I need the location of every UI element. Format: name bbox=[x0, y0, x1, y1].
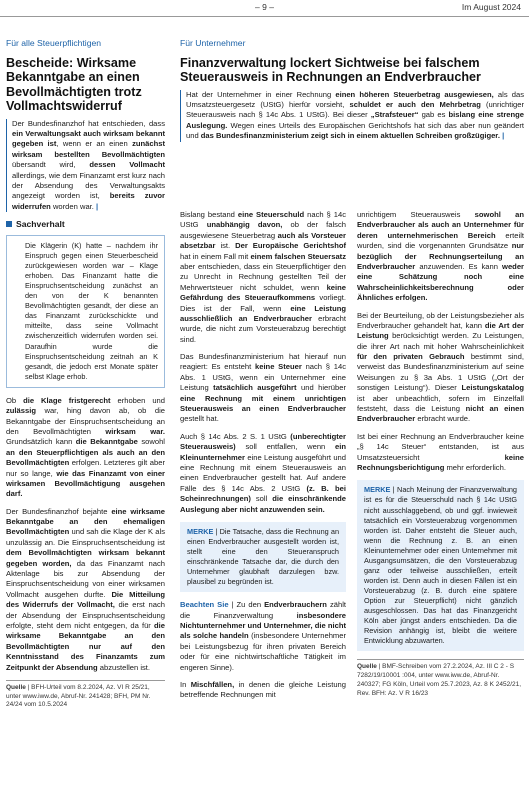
text: In bbox=[180, 680, 191, 690]
merke-text: | Nach Meinung der Finanzverwaltung ist es für die Steuerschuld nach § 14c UStG nicht ausschlaggebend, ob und ggf. inwieweit tatsächlich ein Vorsteuerabzug vorgenommen worden ist. Daher entsteht die Steuer auch, wenn die Rechnung z. B. an einen Kleinunternehmer oder einen Unternehmer mit Ausgangsumsätzen, die den Vorsteuerabzug ganz oder teilweise ausschließen, erteilt worden ist. Denn auch in diesen Fällen ist ein Vorsteuerabzug (z. B. durch eine spätere Option zur Steuerpflicht) nicht gänzlich ausgeschlossen. Das hat das Finanzgericht Köln aber jüngst anders entschieden. Da die Revision anhängig ist, bleibt die weitere Entwicklung abzuwarten. bbox=[364, 485, 517, 646]
text: erteilt wurden, sind die vorgenannten Grundsätze bbox=[357, 230, 524, 251]
text: Auch § 14c Abs. 2 S. 1 UStG bbox=[180, 431, 291, 441]
text: erhoben und bbox=[110, 395, 165, 405]
right-column-1 bbox=[180, 210, 346, 708]
text: nach § 14c Abs. 1 UStG, wenn ein Unternehmer eine Leistung bbox=[180, 362, 346, 393]
left-article bbox=[6, 38, 165, 710]
text: keine Steuer bbox=[255, 362, 302, 372]
left-paragraph-2 bbox=[6, 396, 165, 500]
text: insbesondere Nichtunternehmer und Unternehmer, die nicht als solche handeln bbox=[180, 610, 346, 641]
text: Der Europäische Gerichtshof bbox=[235, 241, 346, 251]
text: aber entschieden, dass ein Steuerpflichtiger den zu Unrecht in Rechnung gestellten Teil der Mehrwertsteuer nicht schuldet, wenn bbox=[180, 261, 346, 292]
source-text: | BMF-Schreiben vom 27.2.2024, Az. III C 2 - S 7282/19/10001 :004, unter www.iww.de, Abruf-Nr. 240327; FG Köln, Urteil vom 25.7.2023, Az. 8 K 2452/21, Rev. BFH: Az. V R 16/23 bbox=[357, 663, 522, 697]
text: unabhängig davon, bbox=[206, 220, 283, 230]
text: erfolgen. Letzteres gilt aber nur so lange, bbox=[6, 458, 165, 478]
paragraph bbox=[357, 432, 524, 474]
text: soll entfallen, wenn bbox=[235, 442, 336, 452]
text: | Zu den bbox=[228, 600, 265, 610]
header-rule bbox=[0, 16, 529, 17]
text: Bei der Beurteilung, ob der Leistungsbezieher als Endverbraucher gehandelt hat, kann bbox=[357, 310, 524, 330]
text: sowohl bbox=[137, 437, 165, 447]
paragraph bbox=[357, 210, 524, 304]
text: (unrichtiger Steuerausweis nach § 14c Abs. 1 UStG). Bei dieser bbox=[186, 100, 524, 120]
text: Ist bei einer Rechnung an Endverbraucher keine „§ 14c Steuer“ entstanden, ist aus Umsatzsteuersicht bbox=[357, 431, 524, 462]
text: erbracht wurde. bbox=[415, 414, 471, 424]
text: Endverbrauchern bbox=[264, 600, 327, 610]
text: berücksichtigt werden. Zu Leistungen, die ihrer Art nach mit hoher Wahrscheinlichkeit bbox=[357, 331, 524, 351]
text: übersandt wird, bbox=[12, 160, 90, 170]
text: soll bbox=[250, 494, 273, 504]
text: Grundsätzlich kann bbox=[6, 437, 76, 447]
left-paragraph-3 bbox=[6, 507, 165, 673]
text: hat in einem Fall mit bbox=[180, 251, 251, 261]
text: ist. bbox=[215, 241, 236, 251]
merke-label: MERKE bbox=[364, 485, 391, 495]
text: nicht an einen Endverbraucher bbox=[357, 404, 524, 424]
text: als das Umsatzsteuergesetz (UStG) hierfür vorsieht, bbox=[186, 89, 525, 110]
text: wirksam war. bbox=[105, 426, 166, 436]
left-lead bbox=[6, 119, 165, 213]
text: Hat der Unternehmer in einer Rechnung bbox=[186, 89, 336, 99]
paragraph bbox=[180, 352, 346, 425]
text: ob der falsch ausgewiesene Steuerbetrag bbox=[180, 220, 346, 240]
text: bislang eine strenge Auslegung. bbox=[186, 110, 524, 130]
text: und hierüber bbox=[296, 383, 346, 393]
paragraph bbox=[180, 600, 346, 673]
text: ein Verwaltungsakt auch wirksam bekannt gegeben ist bbox=[12, 129, 165, 149]
text: zunächst wirksam bestellten Bevollmächtigten bbox=[12, 139, 166, 159]
text: Das Bundesfinanzministerium hat hierauf nun reagiert: Es entsteht bbox=[180, 352, 346, 372]
text: Ob bbox=[6, 395, 24, 405]
text: bestimmt sind, verweist das Bundesfinanzministerium auf seine Weisungen zu § 3a Abs. 1 UStG („Ort der sonstigen Leistung“). Dieser bbox=[357, 352, 524, 393]
left-rubric: Für alle Steuerpflichtigen bbox=[6, 38, 102, 48]
text: gab es bbox=[418, 110, 449, 120]
paragraph bbox=[180, 210, 346, 345]
text: dem Bevollmächtigten wirksam bekannt gegeben worden, bbox=[6, 548, 165, 568]
page-number: – 9 – bbox=[255, 2, 274, 12]
text: Wegen eines Urteils des Europäischen Gerichtshofs hat sich das aber nun geändert und bbox=[186, 120, 524, 141]
text: „Strafsteuer“ bbox=[370, 110, 419, 120]
text: mehr erforderlich. bbox=[444, 462, 506, 472]
text: die einschränkende Auslegung aber nicht anzuwenden sein. bbox=[180, 494, 346, 514]
text: tatsächlich ausgeführt bbox=[213, 383, 297, 393]
text: unrichtigem Steuerausweis bbox=[357, 210, 475, 219]
page-header bbox=[0, 0, 529, 17]
merke-box bbox=[180, 522, 346, 592]
merke-label: MERKE bbox=[187, 526, 214, 536]
right-column-2 bbox=[357, 210, 524, 698]
text: schuldet er auch den Mehrbetrag bbox=[349, 100, 481, 110]
text: abzustellen ist. bbox=[97, 662, 151, 672]
text: ist aber unbeachtlich, sofern im Einzelfall feststeht, dass die Leistung bbox=[357, 393, 524, 414]
text: die erst nach der Absendung der Einspruchsentscheidung erfolgte, steht dem nicht entgegen, da für bbox=[6, 600, 165, 630]
text: da das Finanzamt nach Aktenlage bis zur Absendung der Einspruchsentscheidung von einer wirksamen Vollmacht ausgehen durfte. bbox=[6, 558, 165, 599]
lead-end-mark: | bbox=[502, 131, 505, 141]
text: keine Gefährdung des Steueraufkommens bbox=[180, 282, 346, 303]
text: auch als Vorsteuer absetzbar bbox=[180, 230, 346, 251]
text: zählt die Finanzverwaltung bbox=[180, 600, 346, 620]
text: einem falschen Steuersatz bbox=[250, 251, 346, 261]
text: zulässig bbox=[6, 406, 36, 416]
text: Sachverhalt bbox=[16, 219, 65, 230]
text: gestellt hat. bbox=[180, 414, 219, 424]
text: nach § 14c UStG bbox=[180, 210, 346, 230]
text: (z. B. bei Scheinrechnungen) bbox=[180, 483, 346, 504]
hint-label: Beachten Sie bbox=[180, 600, 229, 610]
right-lead bbox=[180, 90, 524, 142]
text: worden war. bbox=[50, 201, 94, 211]
merke-text: | Die Tatsache, dass die Rechnung an einen Endverbraucher ausgestellt worden ist, stellt eine den Steueranspruch einschränkende Tatsache dar, die durch den Unternehmer glaubhaft darzulegen bzw. plausibel zu begründen ist. bbox=[187, 526, 339, 587]
text: eine Rechnung mit einem unrichtigen Steuerausweis an einen Endverbraucher bbox=[180, 393, 346, 414]
text: war, hing davon ab, ob die Bekanntgabe der Einspruchsentscheidung an den Bevollmächtigten bbox=[6, 406, 165, 436]
text: eine Steuerschuld bbox=[237, 210, 305, 219]
text: Mischfällen, bbox=[190, 680, 235, 690]
text: (unberechtigter Steuerausweis) bbox=[180, 431, 346, 452]
right-article-head bbox=[180, 38, 524, 149]
text: Der Bundesfinanzhof hat entschieden, dass bbox=[12, 118, 165, 128]
text: bereits zuvor widerrufen bbox=[12, 191, 166, 211]
text: an den Steuerpflichtigen als auch an den Bevollmächtigten bbox=[6, 447, 165, 468]
text: eine wirksame Bekanntgabe an den ehemaligen Bevollmächtigten bbox=[6, 506, 166, 537]
source-text: | BFH-Urteil vom 8.2.2024, Az. VI R 25/21, unter www.iww.de, Abruf-Nr. 241428; BFH, PM Nr. 24/24 vom 10.5.2024 bbox=[6, 683, 151, 709]
source-label: Quelle bbox=[357, 663, 377, 671]
paragraph bbox=[180, 432, 346, 515]
lead-end-mark: | bbox=[96, 201, 99, 211]
text: das Bundesfinanzministerium zeigt sich in einem aktuellen Schreiben großzügiger. bbox=[200, 131, 500, 141]
text: einen höheren Steuerbetrag ausgewiesen, bbox=[335, 89, 494, 99]
text: eine Leistung ausgeführt und eine Rechnung mit einem Steuerausweis an einen Endverbraucher gestellt hat. Auf andere Fälle des § 14c Abs. 2 UStG bbox=[180, 452, 346, 493]
sachverhalt-box bbox=[6, 235, 165, 388]
text: allerdings, wie dem Finanzamt erst kurz nach der Absendung des Verwaltungsakts angezeigt worden ist, bbox=[12, 170, 165, 201]
text: Die Mitteilung des Widerrufs der Vollmacht, bbox=[6, 589, 166, 610]
square-bullet-icon bbox=[6, 221, 12, 227]
section-heading bbox=[6, 219, 165, 231]
text: erbracht wurde, die nicht zum Vorsteuerabzug berechtigt sind. bbox=[180, 313, 346, 344]
text: die Art der Leistung bbox=[357, 320, 524, 341]
text: keine Rechnungsberichtigung bbox=[357, 452, 524, 472]
box-text: Die Klägerin (K) hatte – nachdem ihr Einspruch gegen einen Steuerbescheid zurückgewiesen worden war – Klage erhoben. Das Finanzamt hatte die Einspruchsentscheidung zunächst an den von der K benannten Bevollmächtigten gesandt, der diese an das Finanzamt zurückschickte und mitteilte, dass seine Vollmacht zwischenzeitlich widerrufen worden sei. Daraufhin wurde die Einspruchsentscheidung zeitnah an K gesandt, die jedoch erst Monate später selbst Klage erhob. bbox=[25, 240, 158, 381]
issue-date: Im August 2024 bbox=[461, 2, 521, 12]
text: Der Bundesfinanzhof bejahte bbox=[6, 506, 112, 516]
paragraph bbox=[357, 311, 524, 425]
source-label: Quelle bbox=[6, 683, 26, 691]
text: weder eine Schätzung noch eine Wahrscheinlichkeitsberechnung oder Ähnliches erfolgen. bbox=[357, 261, 524, 303]
right-title: Finanzverwaltung lockert Sichtweise bei falschem Steuerausweis in Rechnungen an Endverbraucher bbox=[180, 55, 481, 85]
text: die Bekanntgabe bbox=[75, 437, 138, 447]
text: und sah die Klage der K als unzulässig an. Die Einspruchsentscheidung ist bbox=[6, 527, 165, 547]
text: Bislang bestand bbox=[180, 210, 238, 219]
text: Leistungskatalog bbox=[461, 383, 524, 393]
left-source bbox=[6, 680, 165, 710]
text: in denen die gleiche Leistung betreffende Rechnungen mit bbox=[180, 680, 346, 700]
left-title: Bescheide: Wirksame Bekanntgabe an einen Bevollmächtigten trotz Vollmachtswiderruf bbox=[6, 55, 142, 114]
text: die Klage fristgerecht bbox=[23, 395, 111, 405]
text: (insbesondere Unternehmer bei Leistungsbezug für ihren privaten Bereich oder für eine nichtwirtschaftliche Tätigkeit im engeren Sinne). bbox=[180, 631, 346, 672]
text: nur bezüglich der Rechnungserteilung an Endverbraucher bbox=[357, 241, 524, 271]
text: dessen Vollmacht bbox=[89, 160, 165, 170]
right-source bbox=[357, 659, 524, 698]
text: eine Leistung ausschließlich an Endverbraucher bbox=[180, 303, 346, 323]
text: die wirksame Bekanntgabe an den Bevollmächtigten nur auf den Kenntnisstand des Finanzamts zum Zeitpunkt der Absendung bbox=[6, 621, 165, 672]
merke-box bbox=[357, 480, 524, 651]
paragraph bbox=[180, 680, 346, 701]
text: sowohl an Endverbraucher als auch an Unternehmer für deren unternehmerischen Bereich bbox=[357, 210, 524, 240]
text: wie das Finanzamt von einer wirksamen Bevollmächtigung ausgehen darf. bbox=[6, 468, 165, 499]
text: anzuwenden. Es kann bbox=[415, 261, 503, 271]
text: vorliegt. Dies ist der Fall, wenn bbox=[180, 293, 347, 313]
text: für den privaten Gebrauch bbox=[357, 352, 465, 362]
text: ein Kleinunternehmer bbox=[180, 442, 346, 462]
text: , wenn er an einen bbox=[56, 139, 133, 149]
right-rubric: Für Unternehmer bbox=[180, 38, 246, 48]
